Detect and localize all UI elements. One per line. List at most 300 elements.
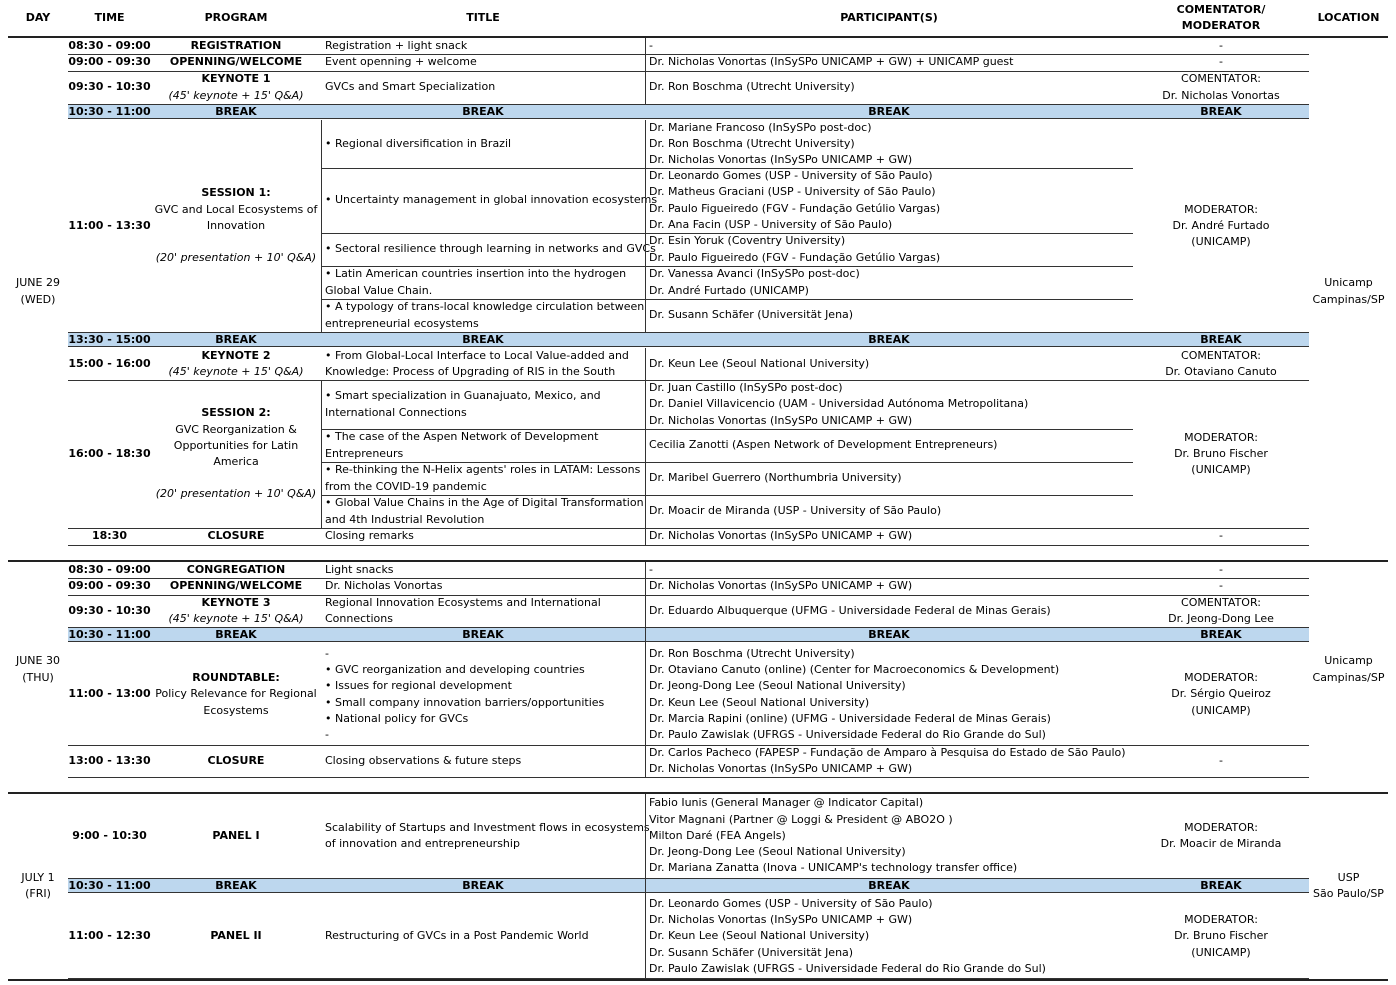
time-cell-line: 09:30 - 10:30	[68, 603, 151, 617]
time-cell	[68, 380, 151, 528]
commentator-cell-line: Dr. Nicholas Vonortas	[1162, 88, 1280, 102]
title-cell-line: • Regional diversification in Brazil	[325, 136, 512, 150]
title-cell-line: Light snacks	[325, 562, 394, 576]
break-label-line: BREAK	[215, 628, 257, 642]
title-cell-line: • GVC reorganization and developing countries	[325, 663, 585, 677]
commentator-cell	[1133, 578, 1309, 595]
commentator-cell-line: Dr. Bruno Fischer	[1174, 929, 1268, 943]
program-cell-line	[234, 234, 238, 250]
title-cell-line: Registration + light snack	[325, 38, 468, 52]
title-cell	[325, 71, 645, 104]
title-cell-line: • From Global-Local Interface to Local Value-added and	[325, 348, 629, 362]
participants-cell-line: Dr. Mariana Zanatta (Inova - UNICAMP's technology transfer office)	[649, 861, 1018, 875]
participants-cell-line: Dr. Keun Lee (Seoul National University)	[649, 929, 870, 943]
commentator-cell-line: Dr. André Furtado	[1172, 218, 1270, 232]
program-cell-line: (45' keynote + 15' Q&A)	[168, 365, 304, 378]
participants-cell-line: Dr. Otaviano Canuto (online) (Center for Macroeconomics & Development)	[649, 663, 1060, 677]
commentator-cell	[1133, 528, 1309, 545]
day-label	[8, 562, 68, 777]
title-cell-line: • Small company innovation barriers/opportunities	[325, 695, 605, 709]
program-cell-line: OPENNING/WELCOME	[169, 579, 303, 593]
day-separator	[8, 979, 1388, 981]
title-cell-line: -	[325, 727, 329, 741]
participants-cell-line: Dr. Keun Lee (Seoul National University)	[649, 356, 870, 370]
time-cell	[68, 878, 151, 895]
participants-cell	[649, 380, 1133, 429]
program-cell-line: CLOSURE	[207, 529, 265, 543]
participants-cell-line: Vitor Magnani (Partner @ Loggi & President @ ABO2O )	[649, 812, 953, 826]
program-cell-line	[234, 470, 238, 486]
participants-cell-line: Dr. Leonardo Gomes (USP - University of São Paulo)	[649, 896, 933, 910]
program-cell-line: PANEL I	[212, 828, 260, 842]
program-cell-line: REGISTRATION	[190, 38, 282, 52]
commentator-cell	[1133, 562, 1309, 578]
title-cell-line: • The case of the Aspen Network of Development	[325, 430, 599, 444]
participants-cell-line: Dr. Ron Boschma (Utrecht University)	[649, 80, 855, 94]
title-cell-line: • Global Value Chains in the Age of Digital Transformation	[325, 496, 644, 510]
title-cell-line: Global Value Chain.	[325, 283, 433, 297]
commentator-cell-line: -	[1219, 529, 1223, 543]
location-label-line: Campinas/SP	[1312, 292, 1385, 306]
break-label-line: BREAK	[462, 879, 504, 893]
program-cell	[151, 120, 321, 332]
day-label	[8, 38, 68, 545]
title-cell	[325, 380, 645, 429]
time-cell-line: 13:30 - 15:00	[68, 332, 151, 346]
title-cell-line: Event openning + welcome	[325, 55, 477, 69]
participants-cell-line: Fabio Iunis (General Manager @ Indicator Capital)	[649, 796, 924, 810]
commentator-cell-line: Dr. Sérgio Queiroz	[1171, 687, 1271, 701]
commentator-cell-line: MODERATOR:	[1184, 430, 1258, 444]
program-cell	[151, 644, 321, 745]
time-cell-line: 09:30 - 10:30	[68, 80, 151, 94]
break-label	[1133, 332, 1309, 348]
commentator-cell-line: MODERATOR:	[1184, 202, 1258, 216]
program-cell	[151, 380, 321, 528]
participants-cell	[649, 562, 1133, 578]
time-cell	[68, 332, 151, 348]
participants-cell-line: -	[649, 562, 653, 576]
time-cell-line: 16:00 - 18:30	[68, 446, 151, 460]
program-cell-line: ROUNDTABLE:	[192, 671, 280, 685]
participants-cell	[649, 348, 1133, 380]
commentator-cell	[1133, 54, 1309, 71]
title-cell-line: Connections	[325, 612, 393, 625]
program-cell-line: GVC and Local Ecosystems of	[154, 202, 318, 216]
title-cell-line: • Uncertainty management in global innovation ecosystems	[325, 193, 658, 207]
break-label-line: BREAK	[1200, 104, 1242, 118]
participants-cell	[649, 794, 1133, 878]
time-cell	[68, 54, 151, 71]
commentator-cell-line: -	[1219, 55, 1223, 69]
participants-cell	[649, 299, 1133, 332]
program-cell-line: (45' keynote + 15' Q&A)	[168, 88, 304, 102]
title-cell-line: • A typology of trans-local knowledge circulation between	[325, 300, 645, 314]
location-label-line: Unicamp	[1324, 654, 1373, 668]
break-label-line: BREAK	[462, 332, 504, 346]
title-cell-line: • Issues for regional development	[325, 679, 512, 693]
break-label	[645, 878, 1133, 895]
title-cell-line: GVCs and Smart Specialization	[325, 80, 496, 94]
column-divider	[645, 120, 646, 332]
commentator-cell-line: (UNICAMP)	[1191, 235, 1251, 249]
title-cell	[325, 794, 650, 878]
commentator-cell-line: COMENTATOR:	[1181, 348, 1261, 362]
commentator-cell-line: (UNICAMP)	[1191, 463, 1251, 477]
time-cell-line: 11:00 - 12:30	[68, 929, 151, 943]
participants-cell	[649, 120, 1133, 168]
location-label-line: São Paulo/SP	[1313, 887, 1384, 900]
participants-cell-line: Dr. Ron Boschma (Utrecht University)	[649, 136, 855, 150]
row-divider	[68, 545, 1309, 546]
title-cell	[325, 895, 645, 978]
location-label	[1309, 794, 1388, 978]
day-label-line: JULY 1	[21, 870, 55, 884]
title-cell-line: Entrepreneurs	[325, 446, 404, 460]
break-label-line: BREAK	[1200, 879, 1242, 893]
break-label-line: BREAK	[868, 104, 910, 118]
commentator-cell-line: Dr. Moacir de Miranda	[1160, 837, 1282, 850]
title-cell-line: and 4th Industrial Revolution	[325, 512, 485, 526]
program-cell-line: Ecosystems	[203, 703, 269, 717]
title-cell-line: Closing observations & future steps	[325, 753, 522, 767]
title-cell	[325, 578, 645, 595]
break-label	[321, 627, 645, 644]
participants-cell-line: Cecilia Zanotti (Aspen Network of Development Entrepreneurs)	[649, 438, 998, 452]
program-cell-line: KEYNOTE 3	[201, 595, 271, 609]
participants-cell-line: Dr. Nicholas Vonortas (InSySPo UNICAMP + GW)	[649, 529, 913, 543]
program-cell-line: Innovation	[206, 218, 266, 232]
break-label-line: BREAK	[868, 628, 910, 642]
title-cell	[325, 595, 645, 627]
time-cell	[68, 745, 151, 777]
program-cell-line: (45' keynote + 15' Q&A)	[168, 612, 304, 625]
time-cell	[68, 38, 151, 54]
time-cell	[68, 644, 151, 745]
program-cell	[151, 595, 321, 627]
location-label	[1309, 562, 1388, 777]
break-label-line: BREAK	[462, 628, 504, 642]
time-cell-line: 11:00 - 13:30	[68, 218, 151, 232]
time-cell	[68, 120, 151, 332]
program-cell	[151, 745, 321, 777]
title-cell	[325, 266, 645, 299]
participants-cell-line: Dr. Vanessa Avanci (InSySPo post-doc)	[649, 267, 860, 281]
title-cell-line: • National policy for GVCs	[325, 711, 469, 725]
program-cell-line: KEYNOTE 1	[201, 72, 271, 86]
column-divider	[321, 380, 322, 528]
break-label	[151, 104, 321, 120]
participants-cell-line: Dr. Ana Facin (USP - University of São Paulo)	[649, 217, 893, 231]
program-cell-line: GVC Reorganization &	[175, 422, 297, 436]
participants-cell	[649, 429, 1133, 462]
commentator-cell	[1133, 644, 1309, 745]
participants-cell	[649, 462, 1133, 495]
title-cell-line: Knowledge: Process of Upgrading of RIS in the South	[325, 365, 616, 378]
commentator-cell	[1133, 38, 1309, 54]
participants-cell	[649, 54, 1133, 71]
participants-cell-line: Dr. Nicholas Vonortas (InSySPo UNICAMP + GW) + UNICAMP guest	[649, 55, 1014, 69]
participants-cell-line: Dr. Daniel Villavicencio (UAM - Universidad Autónoma Metropolitana)	[649, 397, 1029, 411]
program-cell-line: America	[213, 455, 259, 468]
title-cell	[325, 562, 645, 578]
participants-cell-line: Dr. Mariane Francoso (InSySPo post-doc)	[649, 120, 872, 134]
participants-cell-line: Milton Daré (FEA Angels)	[649, 828, 786, 842]
participants-cell-line: Dr. Paulo Figueiredo (FGV - Fundação Getúlio Vargas)	[649, 201, 941, 215]
program-cell	[151, 578, 321, 595]
participants-cell-line: Dr. Eduardo Albuquerque (UFMG - Universidade Federal de Minas Gerais)	[649, 603, 1051, 617]
break-label	[645, 104, 1133, 120]
break-label-line: BREAK	[215, 879, 257, 893]
title-cell	[325, 348, 645, 380]
time-cell	[68, 595, 151, 627]
program-cell-line: KEYNOTE 2	[201, 348, 271, 362]
day-label-line: (THU)	[22, 670, 54, 684]
break-label	[1133, 627, 1309, 644]
day-label	[8, 794, 68, 978]
program-cell	[151, 348, 321, 380]
title-cell	[325, 168, 658, 233]
break-label-line: BREAK	[868, 332, 910, 346]
time-cell-line: 10:30 - 11:00	[68, 628, 151, 642]
header-title: TITLE	[466, 11, 500, 24]
commentator-cell-line: -	[1219, 579, 1223, 593]
participants-cell	[649, 233, 1133, 266]
day-label-line: (WED)	[20, 292, 56, 306]
participants-cell	[649, 495, 1133, 528]
program-cell-line: CONGREGATION	[186, 562, 286, 576]
participants-cell-line: Dr. Paulo Zawislak (UFRGS - Universidade Federal do Rio Grande do Sul)	[649, 727, 1046, 741]
break-label	[151, 332, 321, 348]
header-time: TIME	[94, 11, 125, 24]
commentator-cell-line: COMENTATOR:	[1181, 595, 1261, 609]
participants-cell	[649, 595, 1133, 627]
commentator-cell-line: (UNICAMP)	[1191, 945, 1251, 959]
commentator-cell-line: Dr. Jeong-Dong Lee	[1168, 612, 1274, 625]
time-cell-line: 09:00 - 09:30	[68, 579, 151, 593]
participants-cell-line: Dr. Nicholas Vonortas (InSySPo UNICAMP + GW)	[649, 913, 913, 927]
program-cell	[151, 528, 321, 545]
header-location: LOCATION	[1317, 11, 1380, 24]
title-cell-line: entrepreneurial ecosystems	[325, 316, 479, 330]
time-cell	[68, 348, 151, 380]
program-cell-line: OPENNING/WELCOME	[169, 55, 303, 69]
program-cell-line: CLOSURE	[207, 753, 265, 767]
title-cell	[325, 299, 645, 332]
participants-cell-line: Dr. Esin Yoruk (Coventry University)	[649, 234, 846, 248]
commentator-cell-line: MODERATOR:	[1184, 820, 1258, 834]
title-cell-line: Scalability of Startups and Investment flows in ecosystems	[325, 820, 650, 834]
time-cell-line: 9:00 - 10:30	[72, 828, 147, 842]
commentator-cell-line: MODERATOR:	[1184, 913, 1258, 927]
participants-cell-line: Dr. Jeong-Dong Lee (Seoul National University)	[649, 845, 906, 859]
title-cell	[325, 462, 645, 495]
title-cell	[325, 495, 645, 528]
program-cell	[151, 71, 321, 104]
commentator-cell	[1133, 595, 1309, 627]
break-label-line: BREAK	[1200, 332, 1242, 346]
participants-cell-line: Dr. Nicholas Vonortas (InSySPo UNICAMP + GW)	[649, 762, 913, 775]
title-cell-line: of innovation and entrepreneurship	[325, 837, 520, 850]
day-label-line: (FRI)	[25, 887, 51, 900]
program-cell-line: PANEL II	[210, 929, 262, 943]
time-cell-line: 15:00 - 16:00	[68, 356, 151, 370]
time-cell	[68, 627, 151, 644]
header-commentator	[1133, 0, 1309, 36]
time-cell-line: 08:30 - 09:00	[68, 562, 151, 576]
participants-cell-line: Dr. Paulo Zawislak (UFRGS - Universidade Federal do Rio Grande do Sul)	[649, 961, 1046, 975]
commentator-cell	[1133, 794, 1309, 878]
participants-cell	[649, 168, 1133, 233]
break-label	[321, 332, 645, 348]
title-cell	[325, 745, 645, 777]
participants-cell	[649, 38, 1133, 54]
program-cell	[151, 895, 321, 978]
header-commentator-line: MODERATOR	[1181, 19, 1261, 32]
program-cell	[151, 562, 321, 578]
commentator-cell-line: Dr. Otaviano Canuto	[1165, 365, 1277, 378]
day-label-line: JUNE 29	[16, 276, 60, 290]
participants-cell-line: Dr. Nicholas Vonortas (InSySPo UNICAMP + GW)	[649, 579, 913, 593]
location-label-line: USP	[1337, 870, 1360, 884]
time-cell-line: 13:00 - 13:30	[68, 753, 151, 767]
break-label-line: BREAK	[215, 104, 257, 118]
participants-cell-line: Dr. Susann Schäfer (Universität Jena)	[649, 308, 854, 322]
title-cell	[325, 38, 645, 54]
time-cell	[68, 578, 151, 595]
participants-cell-line: Dr. Paulo Figueiredo (FGV - Fundação Getúlio Vargas)	[649, 250, 941, 264]
participants-cell-line: Dr. Maribel Guerrero (Northumbria University)	[649, 471, 902, 485]
participants-cell	[649, 528, 1133, 545]
time-cell	[68, 104, 151, 120]
time-cell	[68, 895, 151, 978]
commentator-cell	[1133, 120, 1309, 332]
break-label	[1133, 878, 1309, 895]
program-cell-line: SESSION 2:	[201, 406, 271, 420]
location-label-line: Unicamp	[1324, 276, 1373, 290]
title-cell-line: Dr. Nicholas Vonortas	[325, 579, 443, 593]
participants-cell	[649, 895, 1133, 978]
title-cell-line: International Connections	[325, 405, 467, 419]
commentator-cell-line: -	[1219, 562, 1223, 576]
participants-cell-line: -	[649, 38, 653, 52]
location-label	[1309, 38, 1388, 545]
program-cell-line: Policy Relevance for Regional	[155, 687, 317, 701]
program-cell	[151, 38, 321, 54]
program-cell-line: (20' presentation + 10' Q&A)	[155, 487, 317, 501]
column-divider	[321, 120, 322, 332]
break-label-line: BREAK	[215, 332, 257, 346]
participants-cell-line: Dr. Carlos Pacheco (FAPESP - Fundação de Amparo à Pesquisa do Estado de São Paulo)	[649, 745, 1126, 759]
title-cell-line: Closing remarks	[325, 529, 414, 543]
title-cell-line: • Sectoral resilience through learning in networks and GVCs	[325, 242, 656, 256]
participants-cell-line: Dr. Ron Boschma (Utrecht University)	[649, 646, 855, 660]
participants-cell	[649, 266, 1133, 299]
time-cell-line: 09:00 - 09:30	[68, 55, 151, 69]
program-cell	[151, 794, 321, 878]
commentator-cell-line: COMENTATOR:	[1181, 72, 1261, 86]
title-cell-line: -	[325, 646, 329, 660]
time-cell-line: 10:30 - 11:00	[68, 104, 151, 118]
commentator-cell	[1133, 745, 1309, 777]
title-cell	[325, 644, 645, 745]
commentator-cell	[1133, 71, 1309, 104]
break-label	[1133, 104, 1309, 120]
column-divider	[645, 38, 646, 104]
commentator-cell-line: Dr. Bruno Fischer	[1174, 446, 1268, 460]
location-label-line: Campinas/SP	[1312, 670, 1385, 684]
participants-cell	[649, 745, 1133, 777]
participants-cell-line: Dr. Matheus Graciani (USP - University of São Paulo)	[649, 185, 936, 199]
participants-cell	[649, 71, 1133, 104]
commentator-cell	[1133, 380, 1309, 528]
commentator-cell-line: (UNICAMP)	[1191, 703, 1251, 717]
program-cell-line: SESSION 1:	[201, 186, 271, 200]
break-label	[151, 627, 321, 644]
participants-cell	[649, 644, 1133, 745]
participants-cell-line: Dr. Nicholas Vonortas (InSySPo UNICAMP + GW)	[649, 413, 913, 427]
break-label-line: BREAK	[1200, 628, 1242, 642]
participants-cell-line: Dr. Keun Lee (Seoul National University)	[649, 695, 870, 709]
time-cell	[68, 528, 151, 545]
day-label-line: JUNE 30	[16, 654, 60, 668]
header-day: DAY	[25, 11, 51, 24]
program-cell	[151, 54, 321, 71]
title-cell-line: • Re-thinking the N-Helix agents' roles in LATAM: Lessons	[325, 463, 641, 477]
time-cell	[68, 562, 151, 578]
title-cell	[325, 54, 645, 71]
program-cell-line: Opportunities for Latin	[173, 438, 299, 452]
title-cell-line: from the COVID-19 pandemic	[325, 479, 487, 493]
participants-cell-line: Dr. Marcia Rapini (online) (UFMG - Universidade Federal de Minas Gerais)	[649, 711, 1051, 725]
participants-cell-line: Dr. Nicholas Vonortas (InSySPo UNICAMP + GW)	[649, 153, 913, 167]
time-cell-line: 11:00 - 13:00	[68, 687, 151, 701]
program-cell-line: (20' presentation + 10' Q&A)	[155, 251, 317, 265]
participants-cell-line: Dr. Moacir de Miranda (USP - University of São Paulo)	[649, 504, 942, 518]
time-cell-line: 08:30 - 09:00	[68, 38, 151, 52]
title-cell-line: Restructuring of GVCs in a Post Pandemic World	[325, 929, 589, 943]
time-cell-line: 18:30	[91, 529, 127, 543]
title-cell	[325, 120, 645, 168]
break-label	[321, 878, 645, 895]
break-label	[151, 878, 321, 895]
row-divider	[68, 978, 1309, 979]
title-cell-line: Regional Innovation Ecosystems and International	[325, 595, 601, 609]
commentator-cell	[1133, 895, 1309, 978]
commentator-cell-line: MODERATOR:	[1184, 671, 1258, 685]
title-cell	[325, 528, 645, 545]
commentator-cell-line: -	[1219, 38, 1223, 52]
column-divider	[645, 562, 646, 777]
time-cell	[68, 71, 151, 104]
participants-cell	[649, 578, 1133, 595]
break-label-line: BREAK	[868, 879, 910, 893]
header-program: PROGRAM	[204, 11, 268, 24]
column-divider	[645, 348, 646, 545]
break-label	[645, 627, 1133, 644]
participants-cell-line: Dr. Leonardo Gomes (USP - University of São Paulo)	[649, 169, 933, 183]
column-divider	[645, 794, 646, 978]
time-cell	[68, 794, 151, 878]
commentator-cell	[1133, 348, 1309, 380]
title-cell	[325, 429, 645, 462]
break-label-line: BREAK	[462, 104, 504, 118]
title-cell	[325, 233, 656, 266]
title-cell-line: • Latin American countries insertion into the hydrogen	[325, 267, 627, 281]
header-commentator-line: COMENTATOR/	[1176, 3, 1266, 16]
participants-cell-line: Dr. Jeong-Dong Lee (Seoul National University)	[649, 679, 906, 693]
break-label	[321, 104, 645, 120]
